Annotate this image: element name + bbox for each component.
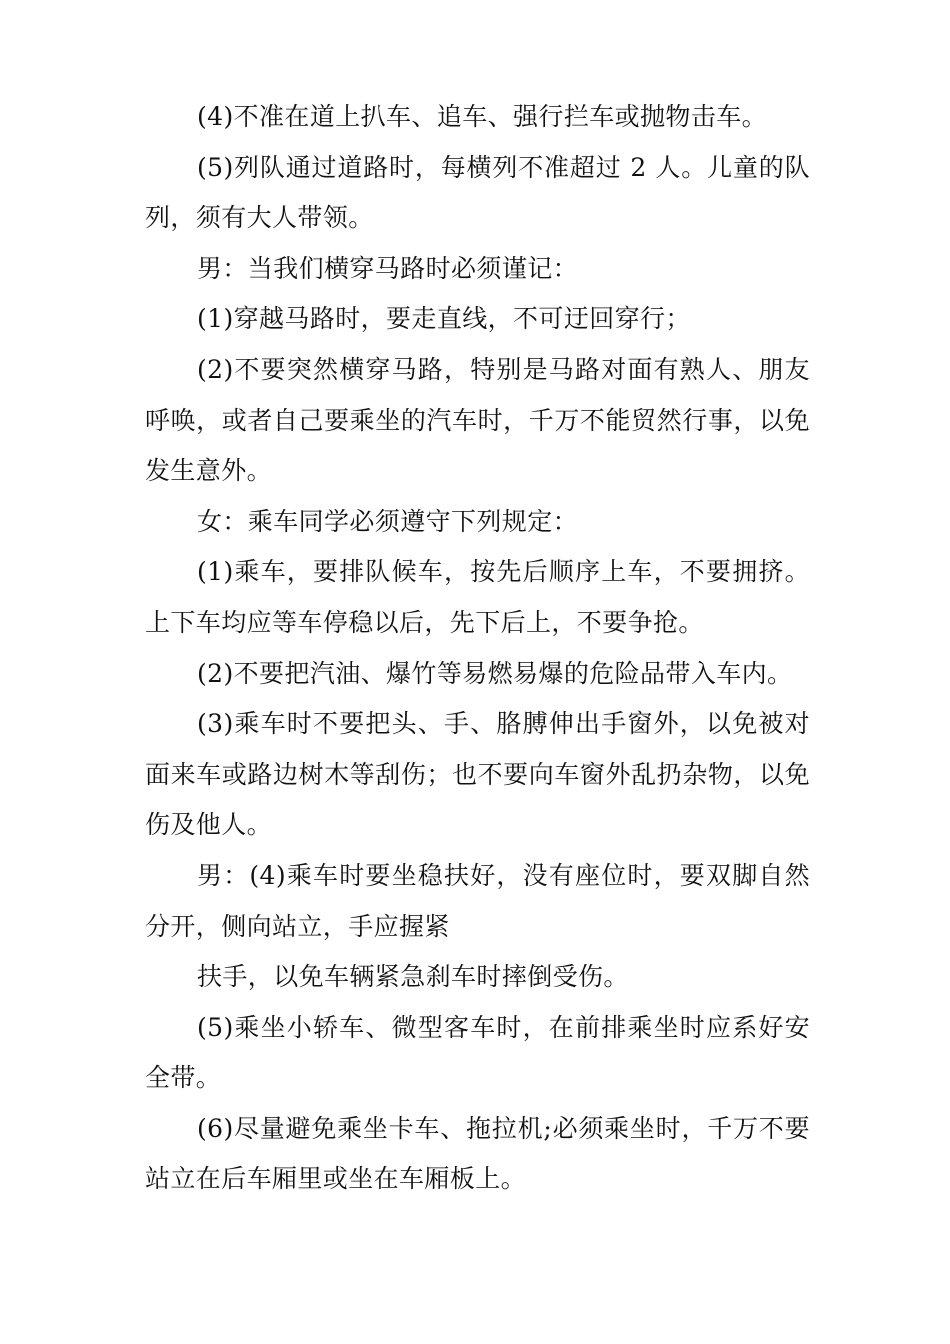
paragraph: (5)乘坐小轿车、微型客车时，在前排乘坐时应系好安全带。: [145, 1012, 810, 1093]
paragraph: 扶手，以免车辆紧急刹车时摔倒受伤。: [197, 962, 629, 992]
paragraph: (2)不要把汽油、爆竹等易燃易爆的危险品带入车内。: [197, 658, 793, 688]
paragraph: 男：当我们横穿马路时必须谨记：: [197, 253, 579, 283]
paragraph: 女：乘车同学必须遵守下列规定：: [197, 506, 579, 536]
paragraph: (1)乘车，要排队候车，按先后顺序上车，不要拥挤。上下车均应等车停稳以后，先下后上，不要争抢。: [145, 557, 810, 637]
paragraph: 男：(4)乘车时要坐稳扶好，没有座位时，要双脚自然分开，侧向站立，手应握紧: [145, 860, 810, 941]
paragraph: (4)不准在道上扒车、追车、强行拦车或抛物击车。: [197, 102, 768, 131]
paragraph: (2)不要突然横穿马路，特别是马路对面有熟人、朋友呼唤，或者自己要乘坐的汽车时，千万不能贸然行事，以免发生意外。: [145, 354, 810, 486]
document-body: [145, 92, 810, 1205]
paragraph: (1)穿越马路时，要走直线，不可迂回穿行；: [197, 304, 691, 334]
paragraph: (5)列队通过道路时，每横列不准超过 2 人。儿童的队列，须有大人带领。: [145, 152, 810, 233]
paragraph: (6)尽量避免乘坐卡车、拖拉机;必须乘坐时，千万不要站立在后车厢里或坐在车厢板上。: [145, 1113, 810, 1194]
paragraph: (3)乘车时不要把头、手、胳膊伸出手窗外，以免被对面来车或路边树木等刮伤；也不要向车窗外乱扔杂物，以免伤及他人。: [145, 709, 810, 840]
